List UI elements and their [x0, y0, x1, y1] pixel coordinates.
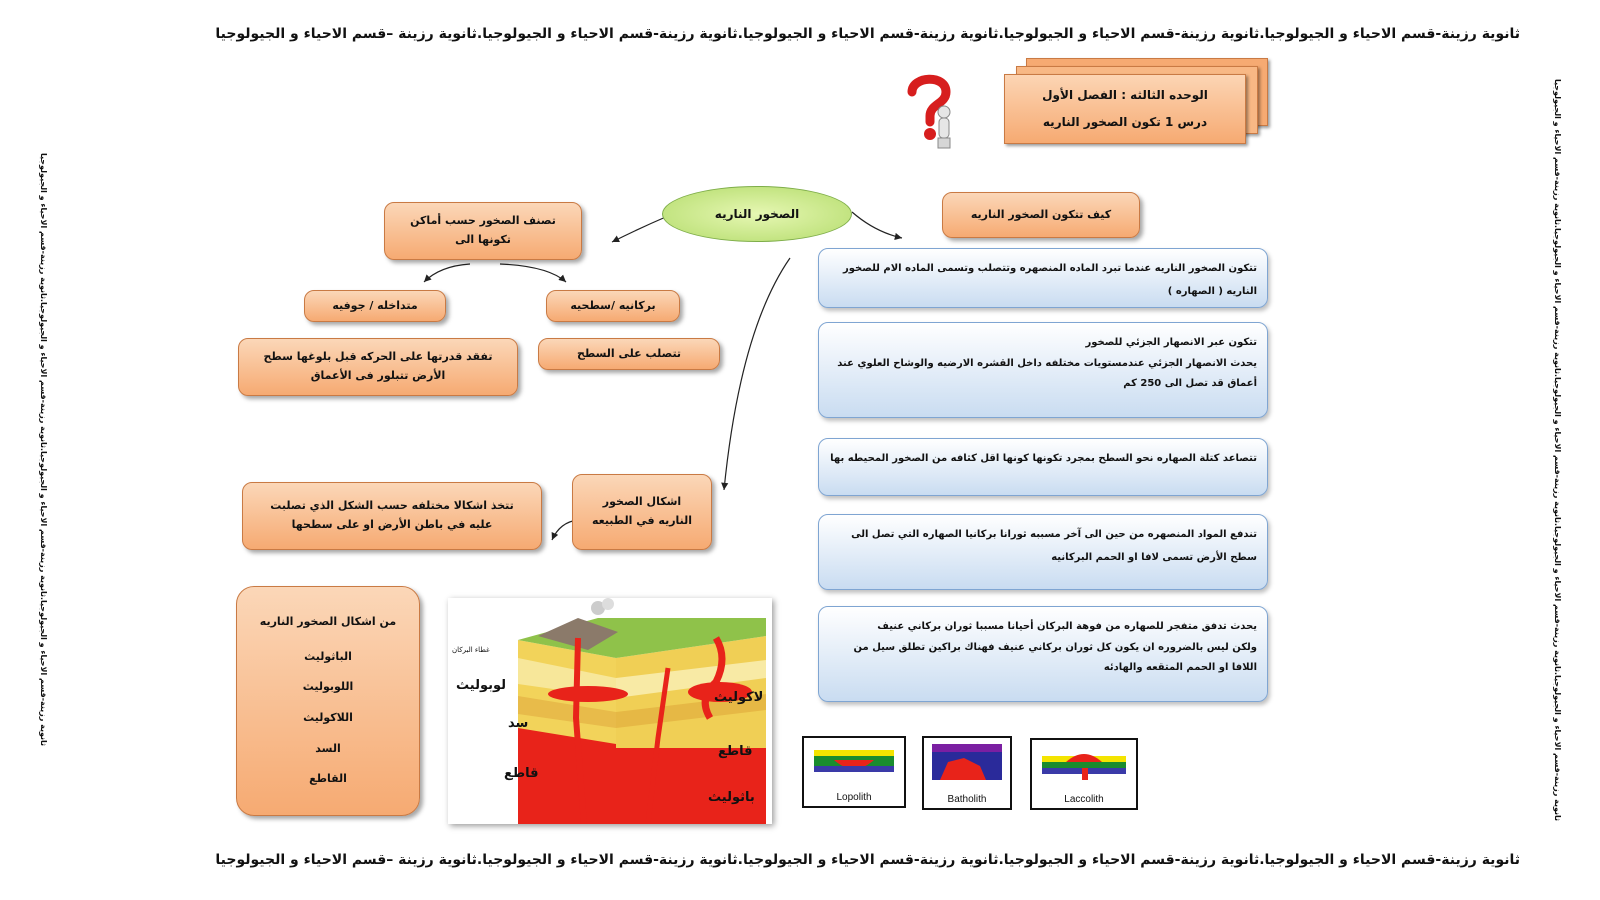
classification-box: تصنف الصخور حسب أماكن تكونها الى: [384, 202, 582, 260]
volcanic-type-box: بركانيه /سطحيه: [546, 290, 680, 322]
igneous-forms-diagram: [448, 598, 772, 824]
formation-title-box: كيف تتكون الصخور الناريه: [942, 192, 1140, 238]
left-side-banner: ثانوية رزينة-قسم الاحياء و الجيولوجيا.ثانوية رزينة-قسم الاحياء و الجيولوجيا.ثانوية رزينة-قسم الاحياء و الجيولوجيا.ثانوية رزينة-قسم الاحياء و الجيولوجيا: [39, 153, 48, 747]
plutonic-description-box: تفقد قدرتها على الحركه قبل بلوغها سطح الأرض تتبلور فى الأعماق: [238, 338, 518, 396]
list-item: السد: [315, 741, 341, 755]
figure-label: باثوليث: [708, 790, 755, 805]
forms-list-box: [236, 586, 420, 816]
central-topic-node: الصخور الناريه: [662, 186, 852, 242]
figure-caption: Laccolith: [1064, 794, 1104, 805]
lopolith-figure: [802, 736, 906, 808]
formation-box-3: [818, 438, 1268, 496]
forms-in-nature-box: اشكال الصخور الناريه في الطبيعه: [572, 474, 712, 550]
forms-description-box: تتخذ اشكالا مختلفه حسب الشكل الذي تصلبت عليه في باطن الأرض او على سطحها: [242, 482, 542, 550]
formation-text: تتكون الصخور الناريه عندما تبرد الماده المنصهره وتتصلب وتسمى الماده الام للصخور الناريه ( الصهاره ): [842, 263, 1257, 297]
formation-text: تتكون عبر الانصهار الجزئي للصخور: [1085, 337, 1257, 348]
lesson-title: درس 1 تكون الصخور الناريه: [1042, 115, 1208, 129]
laccolith-figure: [1030, 738, 1138, 810]
figure-label: قاطع: [718, 744, 753, 759]
top-banner: ثانوية رزينة-قسم الاحياء و الجيولوجيا.ثانوية رزينة-قسم الاحياء و الجيولوجيا.ثانوية رزينة-قسم الاحياء و الجيولوجيا.ثانوية رزينة-قسم الاحياء و الجيولوجيا.ثانوية رزينة –قسم الاحياء و الجيولوجيا: [215, 26, 1520, 42]
formation-box-5: [818, 606, 1268, 702]
formation-box-2: [818, 322, 1268, 418]
figure-label: قاطع: [504, 766, 539, 781]
formation-text: تتصاعد كتلة الصهاره نحو السطح بمجرد تكونها كونها اقل كثافه من الصخور المحيطه بها: [830, 453, 1257, 464]
figure-label: لوبوليث: [456, 678, 507, 693]
list-item: اللوبوليث: [302, 680, 354, 694]
volcanic-description-box: تتصلب على السطح: [538, 338, 720, 370]
figure-label: سد: [508, 716, 529, 731]
formation-text: يحدث تدفق متفجر للصهاره من فوهة البركان أحيانا مسببا ثوران بركاني عنيف: [877, 621, 1257, 632]
list-item: الباثوليث: [304, 649, 352, 663]
figure-label: لاكوليث: [714, 690, 764, 705]
formation-text: ولكن ليس بالضروره ان يكون كل ثوران بركاني عنيف فهناك براكين تطلق سيل من اللافا او الحمم المتقعه والهادئه: [853, 642, 1257, 673]
right-side-banner: ثانوية رزينة-قسم الاحياء و الجيولوجيا.ثانوية رزينة-قسم الاحياء و الجيولوجيا.ثانوية رزينة-قسم الاحياء و الجيولوجيا.ثانوية رزينة-قسم الاحياء و الجيولوجيا.ثانوية رزينة-قسم الاحياء و الجيولوجيا: [1553, 78, 1562, 822]
batholith-figure: [922, 736, 1012, 810]
list-item: القاطع: [309, 772, 347, 786]
list-item: اللاكوليث: [303, 711, 353, 724]
formation-text: يحدث الانصهار الجزئي عندمستويات مختلفه داخل القشره الارضيه والوشاح العلوي عند أعماق قد تصل الى 250 كم: [837, 358, 1257, 389]
figure-caption: Batholith: [947, 794, 987, 805]
formation-text: تندفع المواد المنصهره من حين الى آخر مسببه ثورانا بركانيا الصهاره التي تصل الى سطح الأرض تسمى لافا او الحمم البركانيه: [851, 529, 1257, 563]
bottom-banner: ثانوية رزينة-قسم الاحياء و الجيولوجيا.ثانوية رزينة-قسم الاحياء و الجيولوجيا.ثانوية رزينة-قسم الاحياء و الجيولوجيا.ثانوية رزينة-قسم الاحياء و الجيولوجيا.ثانوية رزينة –قسم الاحياء و الجيولوجيا: [215, 852, 1520, 868]
plutonic-type-box: متداخله / جوفيه: [304, 290, 446, 322]
formation-box-4: [818, 514, 1268, 590]
formation-box-1: [818, 248, 1268, 308]
unit-title: الوحده الثالثه : الفصل الأول: [1042, 88, 1208, 103]
forms-list-title: من اشكال الصخور الناريه: [259, 614, 397, 628]
figure-caption: Lopolith: [836, 792, 872, 803]
figure-label: غطاء البركان: [452, 646, 490, 654]
